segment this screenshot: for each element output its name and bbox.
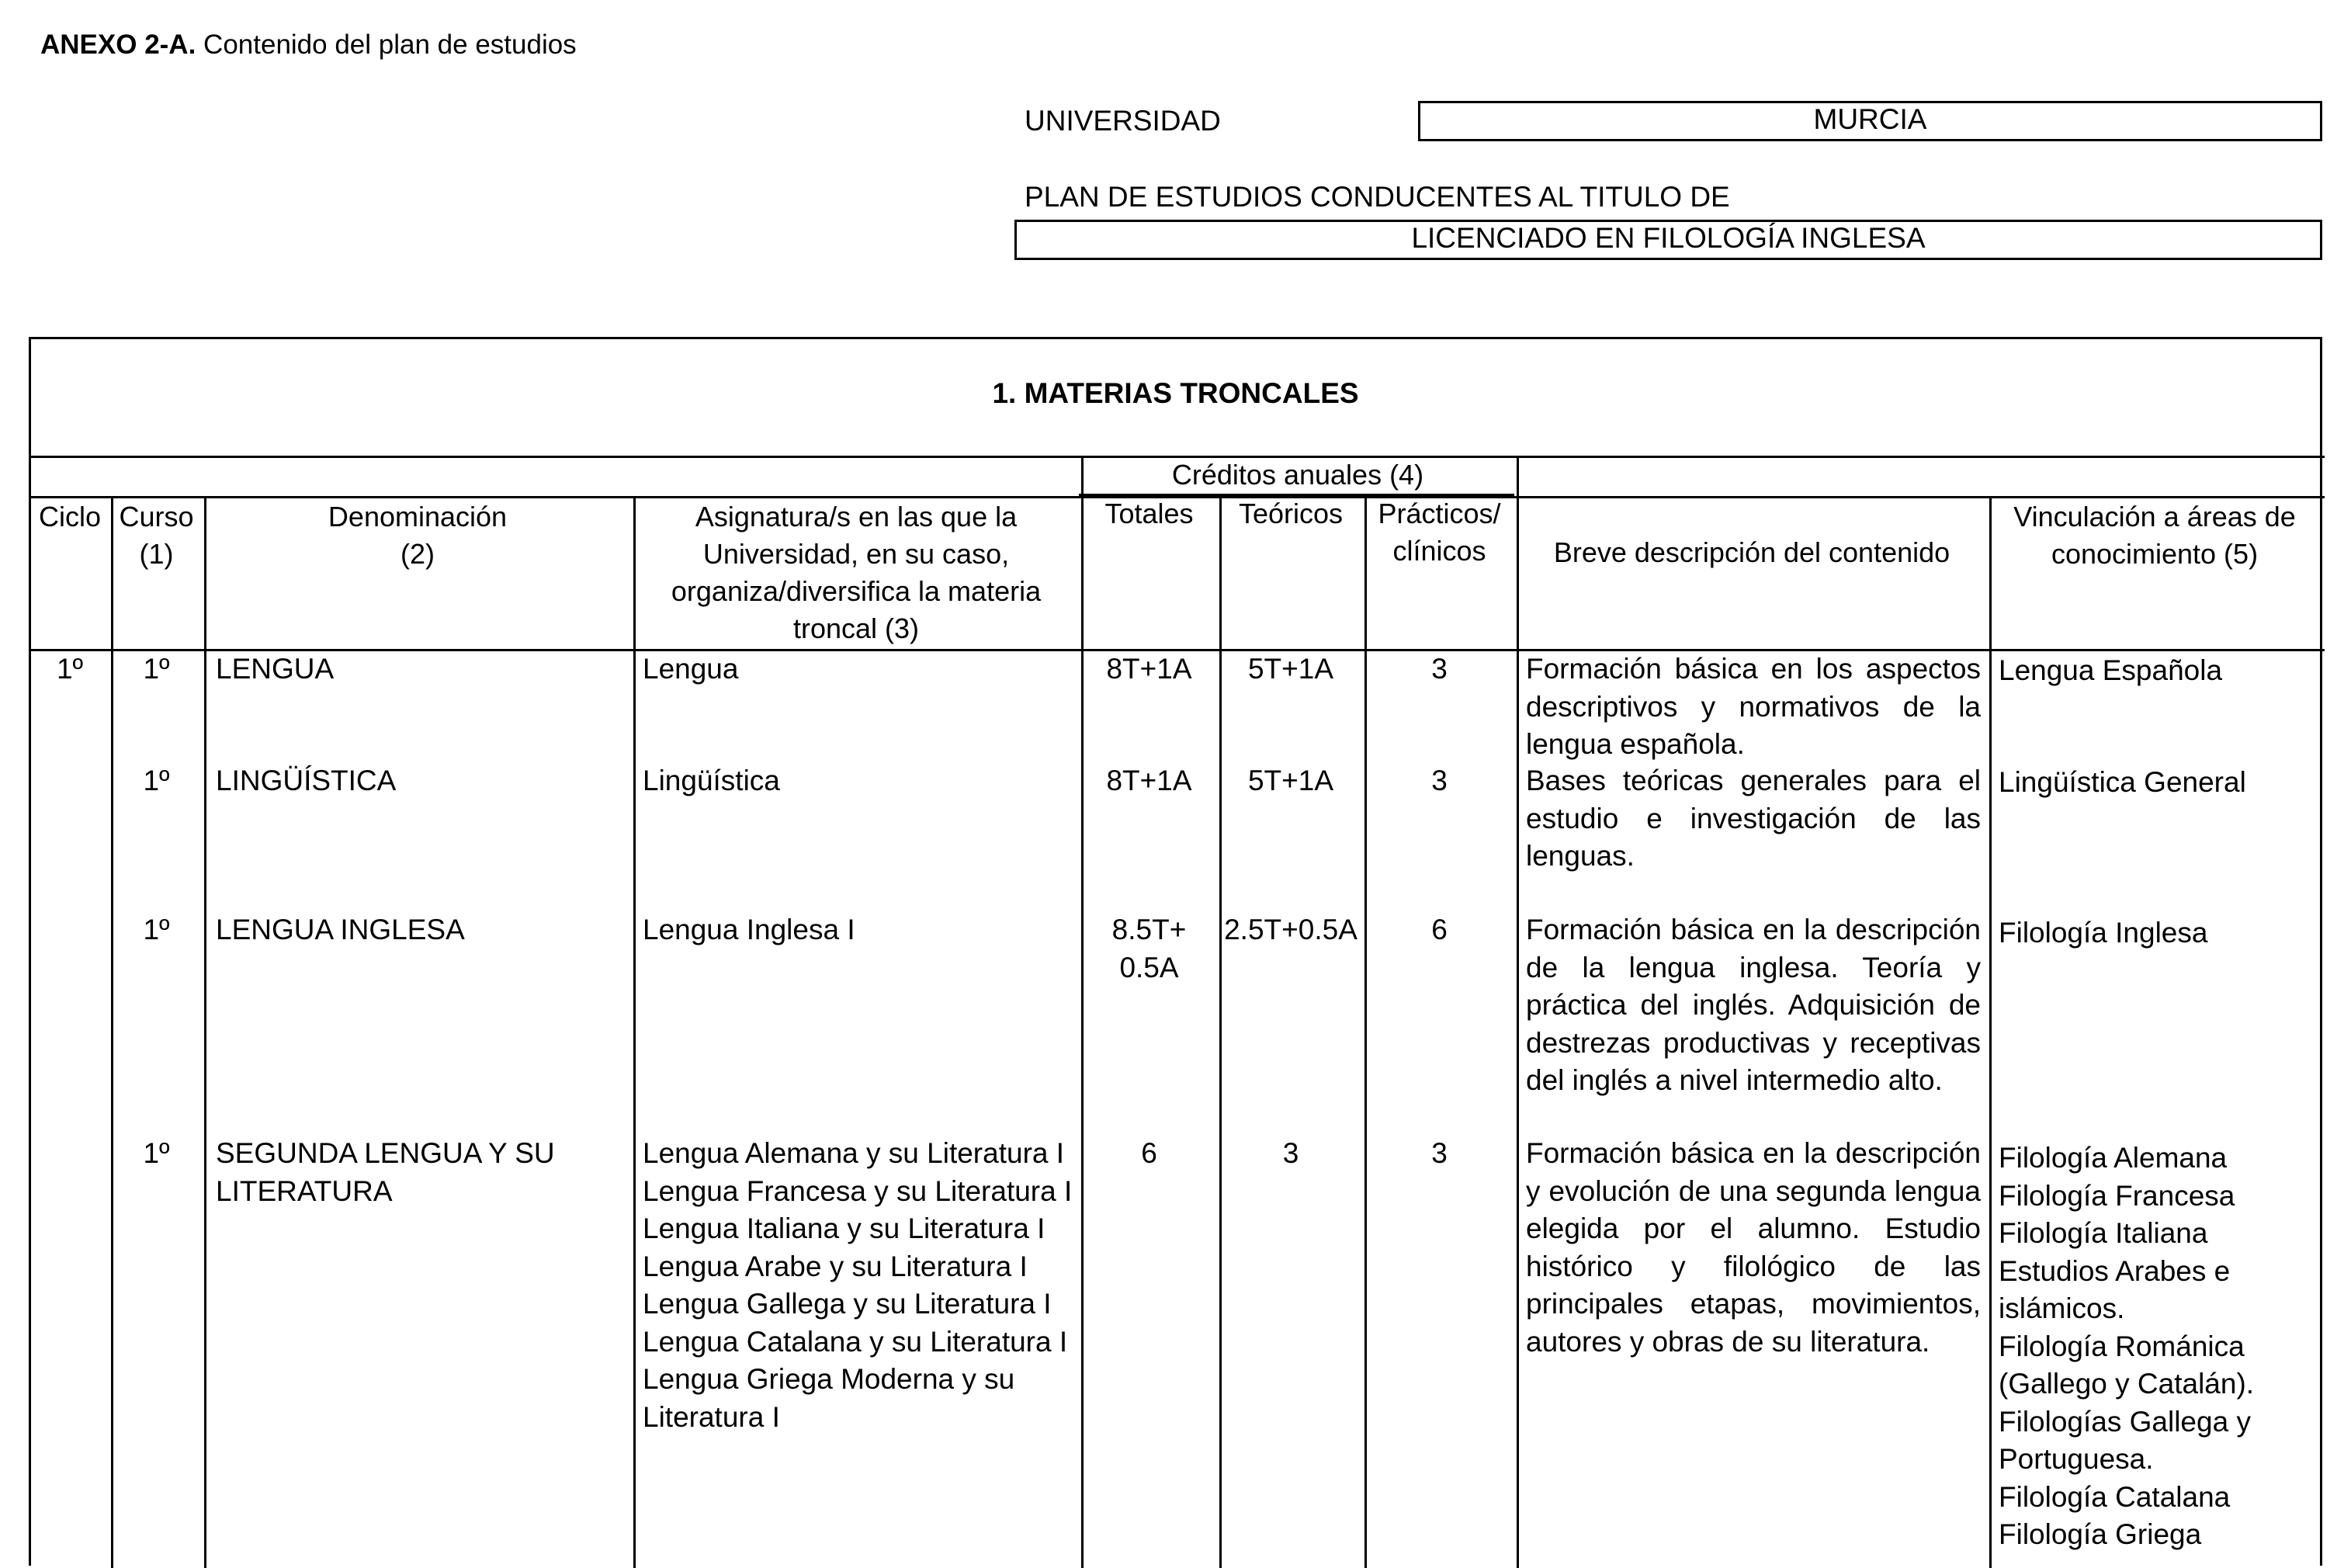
plan-label: PLAN DE ESTUDIOS CONDUCENTES AL TITULO DE [1025, 181, 1730, 213]
header-totales: Totales [1104, 498, 1194, 529]
row1-ciclo: 1º [56, 653, 84, 685]
row2-asignaturas: Lingüística [643, 765, 780, 796]
row1-totales: 8T+1A [1106, 653, 1192, 685]
header-descripcion: Breve descripción del contenido [1553, 536, 1950, 568]
row1-descripcion: Formación básica en los aspectos descriptivos y normativos de la lengua española. [1526, 653, 1981, 760]
header-asignaturas: Asignatura/s en las que la Universidad, en su caso, organiza/diversifica la materia troncal (3) [671, 501, 1042, 644]
row3-totales-text: 8.5T+ 0.5A [1111, 914, 1187, 983]
row2-curso: 1º [143, 765, 170, 796]
annex-label: ANEXO 2-A. [40, 29, 196, 60]
row2-denominacion: LINGÜÍSTICA [216, 765, 397, 796]
row1-asignaturas: Lengua [643, 653, 739, 685]
row3-totales [1081, 911, 1217, 987]
row3-practicos: 6 [1431, 914, 1448, 945]
row2-teoricos: 5T+1A [1247, 765, 1334, 796]
row1-practicos: 3 [1431, 653, 1448, 685]
row1-curso: 1º [143, 653, 170, 685]
row4-curso: 1º [143, 1137, 170, 1169]
header-denominacion: Denominación (2) [328, 501, 508, 570]
annex-heading [40, 29, 577, 61]
row1-denominacion: LENGUA [216, 653, 335, 685]
row2-practicos: 3 [1431, 765, 1448, 796]
row3-curso: 1º [143, 914, 170, 945]
header-creditos: Créditos anuales (4) [1171, 459, 1424, 491]
university-label: UNIVERSIDAD [1025, 105, 1221, 137]
header-curso: Curso (1) [119, 501, 194, 570]
row4-totales: 6 [1141, 1137, 1157, 1169]
plan-value: LICENCIADO EN FILOLOGÍA INGLESA [1014, 220, 2322, 260]
row2-descripcion: Bases teóricas generales para el estudio e investigación de las lenguas. [1526, 765, 1981, 872]
row4-asignaturas: Lengua Alemana y su Literatura I Lengua Francesa y su Literatura I Lengua Italiana y su Literatura I Lengua Arabe y su Literatura I Lengua Gallega y su Literatura I Lengua Catalana y su Literatura I Lengua Griega Moderna y su Literatura I [643, 1137, 1073, 1433]
row1-vinculacion: Lengua Española [1999, 654, 2223, 686]
row1-teoricos: 5T+1A [1247, 653, 1334, 685]
row4-denominacion: SEGUNDA LENGUA Y SU LITERATURA [216, 1137, 555, 1207]
row3-teoricos: 2.5T+0.5A [1224, 914, 1358, 945]
row4-teoricos: 3 [1282, 1137, 1299, 1169]
row3-descripcion: Formación básica en la descripción de la lengua inglesa. Teoría y práctica del inglés. Adquisición de destrezas productivas y receptivas del inglés a nivel intermedio alto. [1526, 914, 1981, 1096]
row3-denominacion: LENGUA INGLESA [216, 914, 465, 945]
header-ciclo: Ciclo [38, 501, 101, 532]
row2-totales: 8T+1A [1106, 765, 1192, 796]
row4-practicos: 3 [1431, 1137, 1448, 1169]
row3-asignaturas: Lengua Inglesa I [643, 914, 855, 945]
row4-vinculacion: Filología Alemana Filología Francesa Filología Italiana Estudios Arabes e islámicos. Filología Románica (Gallego y Catalán). Filologías Gallega y Portuguesa. Filología Catalana Filología Griega [1999, 1142, 2255, 1550]
annex-title: Contenido del plan de estudios [203, 29, 577, 60]
row2-vinculacion: Lingüística General [1999, 766, 2246, 798]
university-value: MURCIA [1418, 101, 2322, 141]
row3-vinculacion: Filología Inglesa [1999, 917, 2208, 949]
row4-descripcion: Formación básica en la descripción y evolución de una segunda lengua elegida por el alumno. Estudio histórico y filológico de las principales etapas, movimientos, autores y obras de su literatura. [1526, 1137, 1981, 1358]
header-practicos: Prácticos/ clínicos [1378, 498, 1501, 567]
header-teoricos: Teóricos [1238, 498, 1344, 529]
section-title: 1. MATERIAS TRONCALES [992, 377, 1359, 409]
header-vinculacion: Vinculación a áreas de conocimiento (5) [2013, 501, 2296, 570]
